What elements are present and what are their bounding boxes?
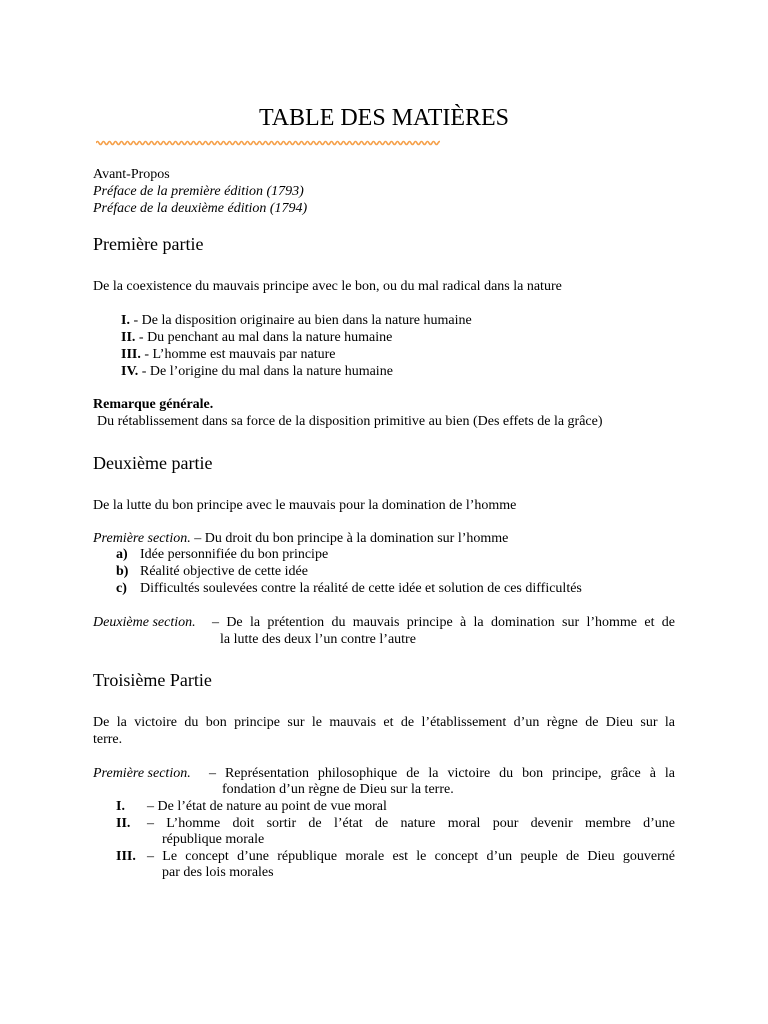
part3-item-line2: république morale (162, 832, 265, 847)
part2-heading: Deuxième partie (93, 453, 213, 473)
part3-section1-line1: – Représentation philosophique de la victoire du bon principe, grâce à la (209, 766, 675, 781)
part2-section1-label: Première section. (93, 531, 191, 546)
item-letter: a) (116, 547, 128, 562)
part3-section1-label: Première section. (93, 766, 191, 781)
preface-second-edition: Préface de la deuxième édition (1794) (93, 201, 308, 216)
part1-item-num: IV. (121, 364, 139, 379)
item-text: Idée personnifiée du bon principe (140, 547, 329, 562)
decorative-squiggle-divider (96, 139, 440, 147)
part3-subtitle-line1: De la victoire du bon principe sur le mauvais et de l’établissement d’un règne de Dieu sur la (93, 715, 675, 730)
part2-section1-item (116, 563, 308, 580)
part2-section1-text: – Du droit du bon principe à la domination sur l’homme (190, 531, 509, 546)
part2-section2-label: Deuxième section. (93, 615, 196, 630)
part3-item-line1: – De l’état de nature au point de vue moral (147, 799, 387, 814)
part3-item-line1: – Le concept d’une république morale est le concept d’un peuple de Dieu gouverné (147, 849, 675, 864)
part1-item (121, 363, 393, 380)
part3-item-num: II. (116, 816, 131, 831)
part1-item-text: - De l’origine du mal dans la nature humaine (138, 364, 393, 379)
part3-item-num: III. (116, 849, 136, 864)
part2-section1 (93, 530, 508, 547)
part3-item-line1: – L’homme doit sortir de l’état de nature moral pour devenir membre d’une (147, 816, 675, 831)
part1-item-text: - L’homme est mauvais par nature (140, 347, 336, 362)
part3-heading: Troisième Partie (93, 670, 212, 690)
part1-item-num: III. (121, 347, 141, 362)
part1-item (121, 346, 336, 363)
avant-propos: Avant-Propos (93, 167, 170, 182)
part1-remark-text: Du rétablissement dans sa force de la disposition primitive au bien (Des effets de la grâce) (97, 414, 603, 429)
item-letter: b) (116, 564, 129, 579)
part1-item-num: I. (121, 313, 130, 328)
part1-item (121, 329, 392, 346)
item-text: Difficultés soulevées contre la réalité de cette idée et solution de ces difficultés (140, 581, 582, 596)
part3-subtitle-line2: terre. (93, 732, 123, 747)
part2-subtitle: De la lutte du bon principe avec le mauvais pour la domination de l’homme (93, 498, 517, 513)
item-letter: c) (116, 581, 127, 596)
part1-item (121, 312, 472, 329)
part1-item-text: - Du penchant au mal dans la nature humaine (135, 330, 393, 345)
page-title: TABLE DES MATIÈRES (258, 105, 510, 131)
part1-item-text: - De la disposition originaire au bien dans la nature humaine (129, 313, 472, 328)
part2-section1-item (116, 546, 328, 563)
part3-item-num: I. (116, 799, 125, 814)
part2-section2-line2: la lutte des deux l’un contre l’autre (220, 632, 416, 647)
part1-heading: Première partie (93, 234, 204, 254)
preface-first-edition: Préface de la première édition (1793) (93, 184, 304, 199)
part1-item-num: II. (121, 330, 136, 345)
part2-section1-item (116, 580, 582, 597)
part1-subtitle: De la coexistence du mauvais principe avec le bon, ou du mal radical dans la nature (93, 279, 562, 294)
part3-section1-line2: fondation d’un règne de Dieu sur la terre. (222, 782, 454, 797)
part2-section2-line1: – De la prétention du mauvais principe à la domination sur l’homme et de (212, 615, 675, 630)
item-text: Réalité objective de cette idée (140, 564, 308, 579)
part1-remark-label: Remarque générale. (93, 397, 214, 412)
part3-item-line2: par des lois morales (162, 865, 274, 880)
